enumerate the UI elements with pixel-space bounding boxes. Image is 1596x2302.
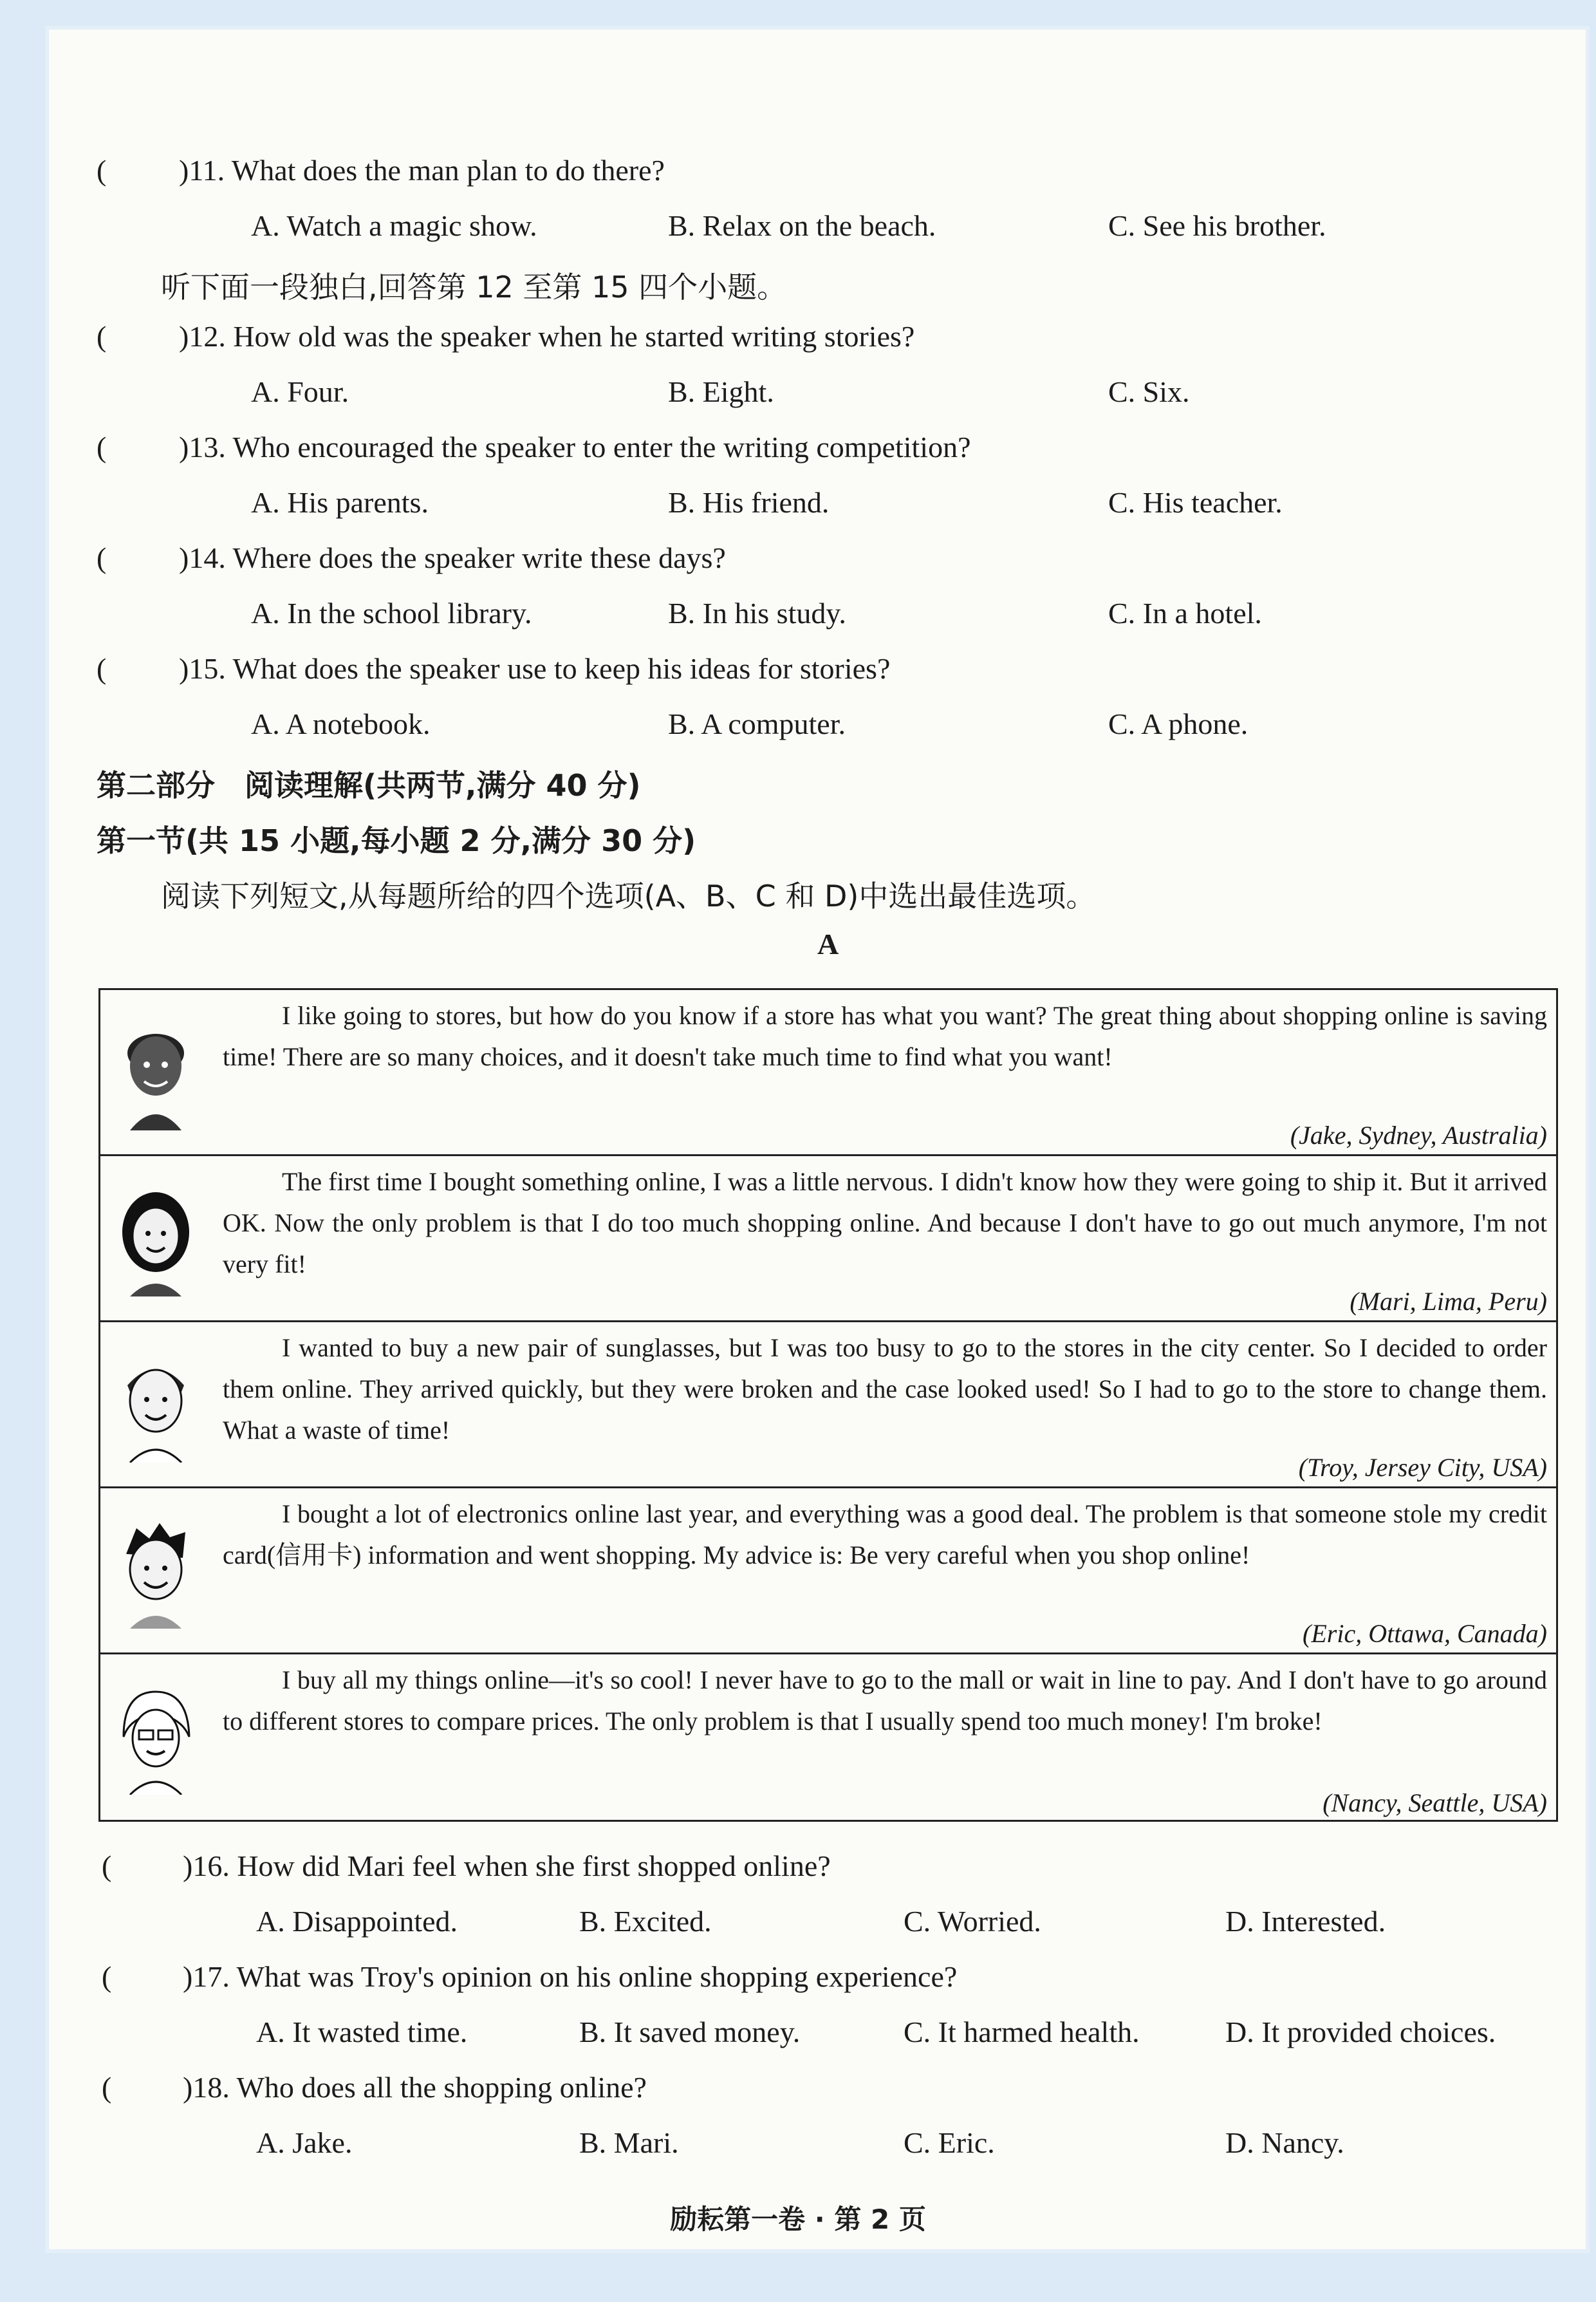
q15-option-c: C. A phone. — [1108, 707, 1248, 740]
entry-signature: (Mari, Lima, Peru) — [1350, 1287, 1547, 1316]
q12-option-b: B. Eight. — [668, 375, 774, 408]
question-17: )17. What was Troy's opinion on his online shopping experience? — [183, 1960, 958, 1993]
answer-blank[interactable]: ( — [102, 1960, 112, 1993]
question-14: )14. Where does the speaker write these days? — [179, 541, 726, 574]
entry-signature: (Eric, Ottawa, Canada) — [1303, 1619, 1547, 1648]
answer-blank[interactable]: ( — [97, 320, 107, 353]
avatar-eric-icon — [111, 1513, 201, 1629]
question-15: )15. What does the speaker use to keep his ideas for stories? — [179, 652, 891, 685]
monologue-intro: 听下面一段独白,回答第 12 至第 15 四个小题。 — [161, 270, 787, 304]
avatar-mari-icon — [111, 1181, 201, 1296]
entry-mari — [100, 1156, 1556, 1322]
q17-option-a: A. It wasted time. — [256, 2016, 468, 2048]
q13-option-b: B. His friend. — [668, 486, 830, 519]
q18-option-a: A. Jake. — [256, 2126, 353, 2159]
q13-option-a: A. His parents. — [251, 486, 429, 519]
q16-option-d: D. Interested. — [1225, 1905, 1386, 1938]
passage-box — [98, 988, 1558, 1822]
entry-signature: (Nancy, Seattle, USA) — [1322, 1788, 1547, 1817]
q17-option-c: C. It harmed health. — [904, 2016, 1140, 2048]
q17-option-d: D. It provided choices. — [1225, 2016, 1496, 2048]
q13-option-c: C. His teacher. — [1108, 486, 1283, 519]
entry-eric — [100, 1488, 1556, 1654]
answer-blank[interactable]: ( — [97, 154, 107, 187]
question-11: )11. What does the man plan to do there? — [179, 154, 665, 187]
entry-troy — [100, 1322, 1556, 1488]
question-16: )16. How did Mari feel when she first shopped online? — [183, 1849, 831, 1882]
q18-option-d: D. Nancy. — [1225, 2126, 1344, 2159]
page-footer: 励耘第一卷 · 第 2 页 — [670, 2204, 926, 2235]
q16-option-b: B. Excited. — [579, 1905, 712, 1938]
question-12: )12. How old was the speaker when he started writing stories? — [179, 320, 915, 353]
question-18: )18. Who does all the shopping online? — [183, 2071, 647, 2104]
q14-option-c: C. In a hotel. — [1108, 597, 1262, 630]
entry-signature: (Jake, Sydney, Australia) — [1290, 1121, 1547, 1150]
answer-blank[interactable]: ( — [97, 431, 107, 463]
part-two-heading: 第二部分 阅读理解(共两节,满分 40 分) — [97, 768, 641, 803]
reading-instruction: 阅读下列短文,从每题所给的四个选项(A、B、C 和 D)中选出最佳选项。 — [161, 879, 1096, 913]
answer-blank[interactable]: ( — [102, 2071, 112, 2104]
q11-option-c: C. See his brother. — [1108, 209, 1326, 242]
avatar-nancy-icon — [111, 1679, 201, 1795]
q14-option-b: B. In his study. — [668, 597, 846, 630]
answer-blank[interactable]: ( — [97, 541, 107, 574]
q14-option-a: A. In the school library. — [251, 597, 532, 630]
q16-option-a: A. Disappointed. — [256, 1905, 458, 1938]
entry-text: I wanted to buy a new pair of sunglasses, but I was too busy to go to the stores in the city center. So I decided to order them online. They arrived quickly, but they were broken and the case looked used! So I had to go to the store to change them. What a waste of time! — [223, 1333, 1547, 1445]
entry-text: I like going to stores, but how do you know if a store has what you want? The great thing about shopping online is saving time! There are so many choices, and it doesn't take much time to find what you want! — [223, 1001, 1547, 1071]
q11-option-a: A. Watch a magic show. — [251, 209, 537, 242]
entry-signature: (Troy, Jersey City, USA) — [1298, 1453, 1547, 1482]
q16-option-c: C. Worried. — [904, 1905, 1041, 1938]
q15-option-b: B. A computer. — [668, 707, 846, 740]
answer-blank[interactable]: ( — [97, 652, 107, 685]
passage-label: A — [817, 928, 839, 960]
avatar-jake-icon — [111, 1015, 201, 1130]
entry-text: The first time I bought something online, I was a little nervous. I didn't know how they were going to ship it. But it arrived OK. Now the only problem is that I do too much shopping online. And because I don't have to go out much anymore, I'm not very fit! — [223, 1167, 1547, 1278]
q15-option-a: A. A notebook. — [251, 707, 431, 740]
entry-jake — [100, 990, 1556, 1156]
question-13: )13. Who encouraged the speaker to enter the writing competition? — [179, 431, 971, 463]
q11-option-b: B. Relax on the beach. — [668, 209, 936, 242]
q12-option-a: A. Four. — [251, 375, 349, 408]
q17-option-b: B. It saved money. — [579, 2016, 801, 2048]
section-one-heading: 第一节(共 15 小题,每小题 2 分,满分 30 分) — [97, 823, 696, 858]
entry-text: I buy all my things online—it's so cool! I never have to go to the mall or wait in line to pay. And I don't have to go around to different stores to compare prices. The only problem is that I usually spend too much money! I'm broke! — [223, 1665, 1547, 1736]
avatar-troy-icon — [111, 1347, 201, 1463]
entry-nancy — [100, 1654, 1556, 1822]
entry-text: I bought a lot of electronics online last year, and everything was a good deal. The problem is that someone stole my credit card(信用卡) information and went shopping. My advice is: Be very careful when you shop online! — [223, 1499, 1547, 1569]
q18-option-c: C. Eric. — [904, 2126, 995, 2159]
q18-option-b: B. Mari. — [579, 2126, 679, 2159]
q12-option-c: C. Six. — [1108, 375, 1190, 408]
answer-blank[interactable]: ( — [102, 1849, 112, 1882]
